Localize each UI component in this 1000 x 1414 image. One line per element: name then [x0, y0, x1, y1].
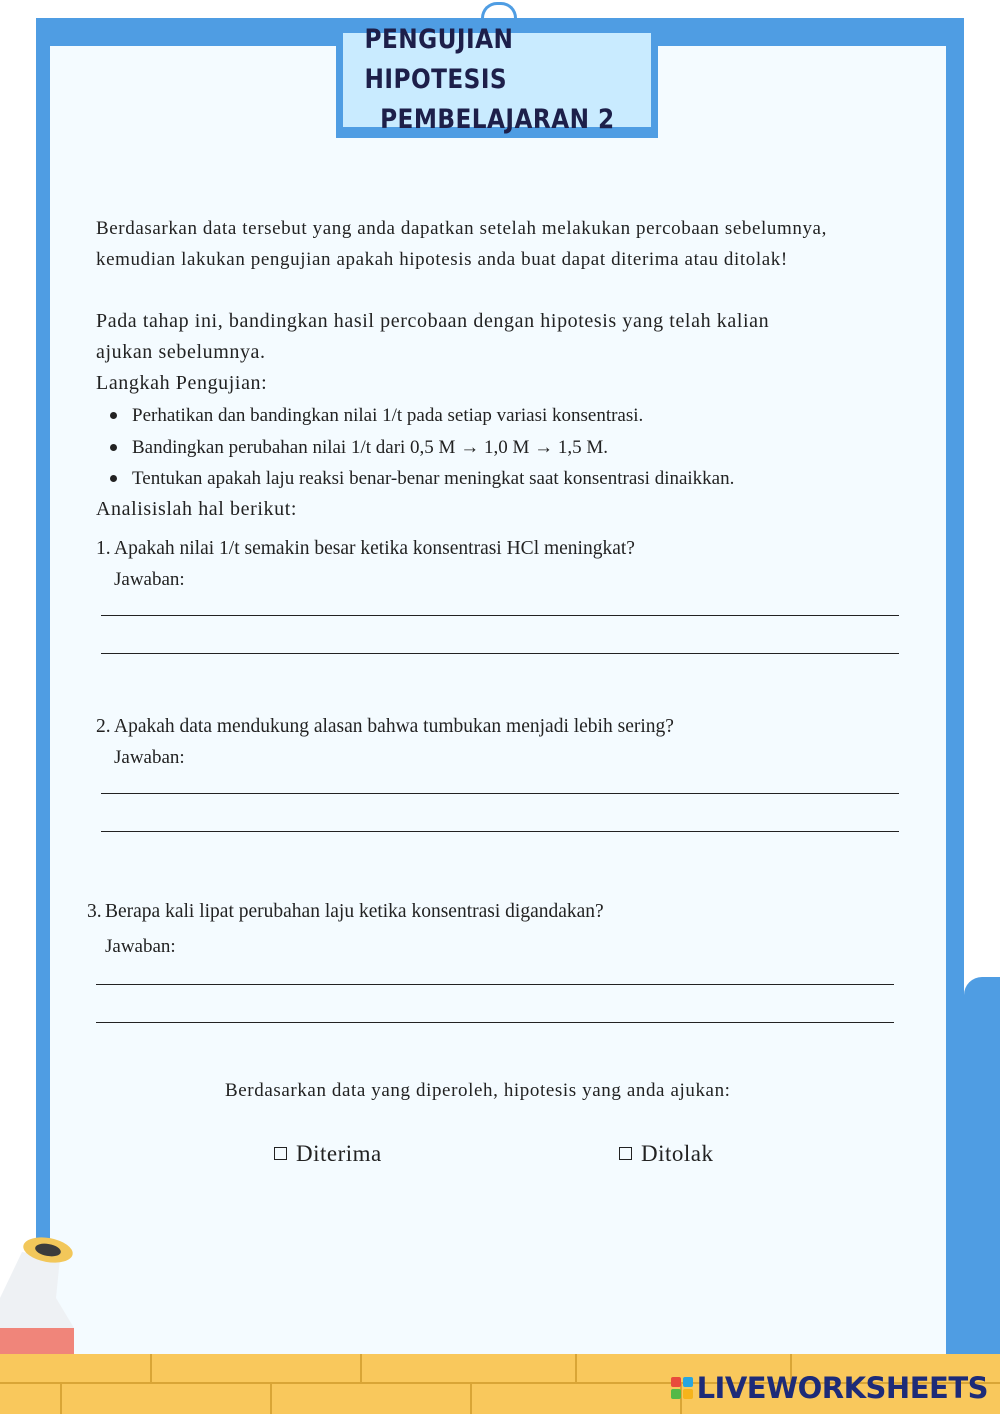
question-text: Apakah data mendukung alasan bahwa tumbukan menjadi lebih sering? — [114, 716, 674, 737]
question-text: Berapa kali lipat perubahan laju ketika konsentrasi digandakan? — [105, 901, 604, 922]
hanger-hook — [481, 2, 517, 19]
step-item — [96, 400, 734, 432]
conclusion-prompt: Berdasarkan data yang diperoleh, hipotesis yang anda ajukan: — [225, 1080, 731, 1101]
bullet-dot-icon — [110, 412, 117, 419]
intro-line-1: Berdasarkan data tersebut yang anda dapatkan setelah melakukan percobaan sebelumnya, — [96, 218, 827, 239]
logo-blocks-icon — [671, 1377, 693, 1399]
step-item — [96, 463, 734, 495]
title-panel — [343, 24, 651, 135]
answer-line-1a[interactable] — [101, 615, 899, 616]
steps-heading: Langkah Pengujian: — [96, 372, 268, 394]
instruction-line-1: Pada tahap ini, bandingkan hasil percobaan dengan hipotesis yang telah kalian — [96, 310, 770, 332]
question-3 — [87, 897, 604, 927]
liveworksheets-logo[interactable] — [671, 1371, 988, 1405]
answer-label-3: Jawaban: — [105, 936, 176, 957]
question-1 — [96, 534, 635, 564]
checkbox-icon[interactable] — [619, 1147, 632, 1160]
question-number: 1. — [96, 538, 111, 559]
option-label: Ditolak — [641, 1141, 714, 1166]
bullet-dot-icon — [110, 475, 117, 482]
floor-seam — [60, 1384, 62, 1414]
answer-line-3b[interactable] — [96, 1022, 894, 1023]
answer-line-2a[interactable] — [101, 793, 899, 794]
floor-seam — [270, 1384, 272, 1414]
title-line-2: PEMBELAJARAN 2 — [379, 104, 615, 135]
question-text: Apakah nilai 1/t semakin besar ketika konsentrasi HCl meningkat? — [114, 538, 635, 559]
question-number: 3. — [87, 901, 102, 922]
brand-name: LIVEWORKSHEETS — [696, 1371, 988, 1405]
question-number: 2. — [96, 716, 111, 737]
intro-line-2: kemudian lakukan pengujian apakah hipotesis anda buat dapat diterima atau ditolak! — [96, 249, 788, 270]
checkbox-icon[interactable] — [274, 1147, 287, 1160]
instruction-line-2: ajukan sebelumnya. — [96, 341, 266, 363]
title-line-1: PENGUJIAN HIPOTESIS — [364, 24, 514, 95]
answer-line-1b[interactable] — [101, 653, 899, 654]
steps-list — [96, 400, 734, 495]
answer-line-2b[interactable] — [101, 831, 899, 832]
floor-seam — [150, 1354, 152, 1382]
flask-icon — [0, 1228, 80, 1358]
answer-line-3a[interactable] — [96, 984, 894, 985]
bullet-dot-icon — [110, 444, 117, 451]
floor-seam — [470, 1384, 472, 1414]
question-2 — [96, 712, 674, 742]
floor-seam — [575, 1354, 577, 1382]
floor-seam — [360, 1354, 362, 1382]
title-board — [336, 26, 658, 138]
option-diterima[interactable] — [274, 1141, 382, 1167]
analysis-heading: Analisislah hal berikut: — [96, 498, 298, 520]
option-ditolak[interactable] — [619, 1141, 714, 1167]
option-label: Diterima — [296, 1141, 382, 1166]
answer-label-2: Jawaban: — [114, 747, 185, 768]
answer-label-1: Jawaban: — [114, 569, 185, 590]
step-text: Perhatikan dan bandingkan nilai 1/t pada setiap variasi konsentrasi. — [132, 405, 644, 426]
step-text: Tentukan apakah laju reaksi benar-benar meningkat saat konsentrasi dinaikkan. — [132, 468, 735, 489]
hanging-flask-edge — [964, 977, 1000, 1354]
step-text: Bandingkan perubahan nilai 1/t dari 0,5 M → 1,0 M → 1,5 M. — [132, 436, 608, 458]
step-item — [96, 432, 734, 464]
